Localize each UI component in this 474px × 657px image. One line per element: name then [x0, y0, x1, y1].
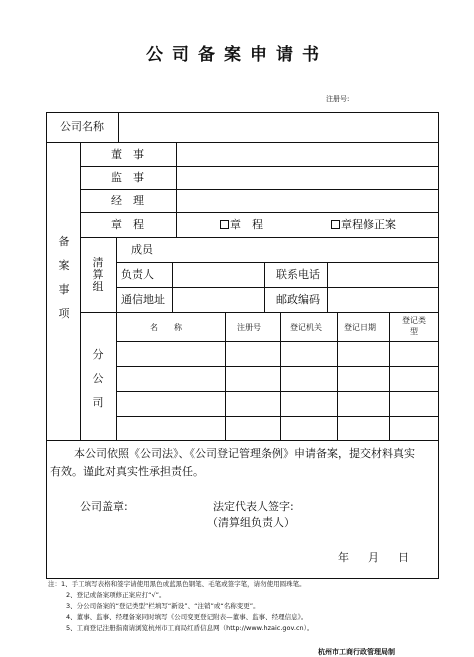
legal-rep-signature-label: 法定代表人签字:	[213, 500, 294, 513]
manager-label: 经 理	[111, 194, 144, 207]
branch-header-date: 登记日期	[344, 323, 376, 332]
directors-label: 董 事	[111, 148, 144, 161]
members-field[interactable]	[174, 239, 437, 261]
charter-label: 章 程	[111, 218, 144, 231]
company-name-field[interactable]	[120, 114, 437, 141]
year-label: 年	[338, 551, 349, 564]
note-1: 注：1、手工填写表格和签字请使用黑色或蓝黑色钢笔、毛笔或签字笔，请勿使用圆珠笔。	[48, 580, 306, 588]
liquidation-group-label: 清 算 组	[92, 256, 104, 293]
postcode-field[interactable]	[329, 289, 437, 311]
leader-field[interactable]	[174, 264, 263, 286]
branch-header-name: 名 称	[150, 323, 182, 332]
company-name-label: 公司名称	[60, 120, 104, 133]
branch-company-label: 分 公 司	[92, 348, 104, 409]
postcode-label: 邮政编码	[276, 293, 320, 306]
note-2: 2、登记或备案项修正案应打“√”。	[66, 591, 166, 599]
month-label: 月	[368, 551, 379, 564]
issuer-footer: 杭州市工商行政管理局制	[318, 648, 395, 656]
leader-label: 负责人	[121, 268, 154, 281]
note-4: 4、董事、监事、经理备案同时填写《公司变更登记附表—董事、监事、经理信息》。	[66, 613, 308, 621]
note-5: 5、工商登记注册指南请浏览杭州市工商局红盾信息网（http://www.hzaic.gov.cn）。	[66, 624, 314, 632]
supervisors-label: 监 事	[111, 171, 144, 184]
members-label: 成员	[131, 243, 153, 256]
day-label: 日	[398, 551, 409, 564]
filing-items-label: 备 案 事 项	[58, 235, 70, 320]
branch-table-body[interactable]	[118, 343, 437, 439]
charter-option-label: 章 程	[230, 218, 263, 231]
company-seal-label: 公司盖章:	[80, 500, 128, 513]
address-field[interactable]	[174, 289, 263, 311]
liquidation-leader-label: （清算组负责人）	[207, 516, 295, 529]
declaration-line-1: 本公司依照《公司法》、《公司登记管理条例》申请备案，提交材料真实	[74, 447, 415, 460]
charter-checkbox[interactable]	[220, 219, 263, 230]
registration-number-label: 注册号:	[326, 95, 350, 103]
supervisors-field[interactable]	[178, 168, 437, 188]
branch-header-regno: 注册号	[237, 323, 261, 332]
checkbox-icon	[331, 220, 340, 229]
charter-amendment-checkbox[interactable]	[331, 219, 396, 230]
branch-header-authority: 登记机关	[290, 323, 322, 332]
declaration-line-2: 有效。谨此对真实性承担责任。	[50, 465, 204, 478]
branch-header-type: 登记类型	[402, 316, 426, 336]
address-label: 通信地址	[121, 293, 165, 306]
note-3: 3、分公司备案的“登记类型”栏填写“新设”、“注销”或“名称变更”。	[66, 602, 260, 610]
contact-phone-field[interactable]	[329, 264, 437, 286]
contact-phone-label: 联系电话	[276, 268, 320, 281]
checkbox-icon	[220, 220, 229, 229]
directors-field[interactable]	[178, 144, 437, 165]
manager-field[interactable]	[178, 191, 437, 211]
charter-amendment-option-label: 章程修正案	[341, 218, 396, 231]
form-title: 公司备案申请书	[146, 45, 328, 65]
